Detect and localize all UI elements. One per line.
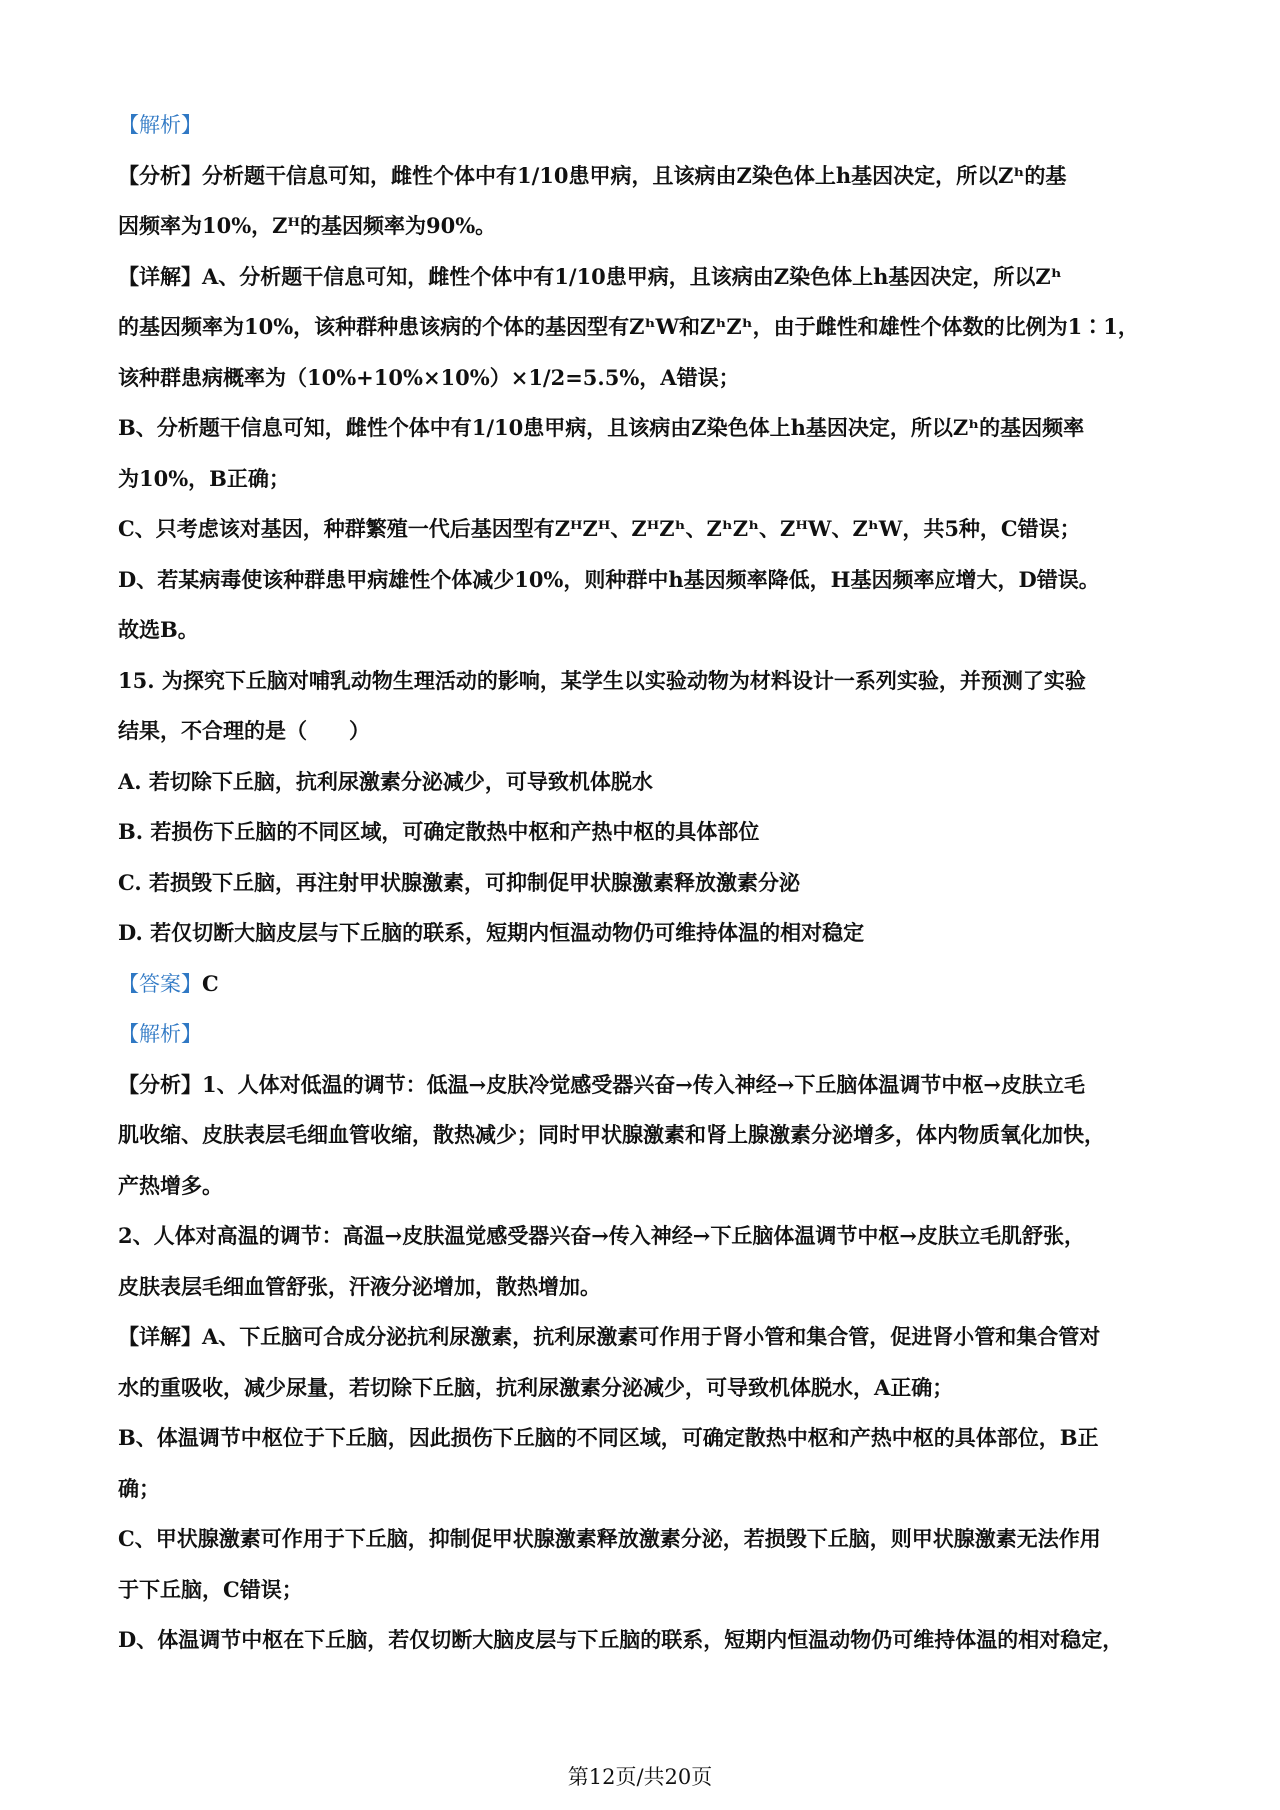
line-text: B、体温调节中枢位于下丘脑，因此损伤下丘脑的不同区域，可确定散热中枢和产热中枢的具体部位，B正 bbox=[118, 1425, 1099, 1450]
text-line bbox=[118, 504, 1178, 555]
line-text: 皮肤表层毛细血管舒张，汗液分泌增加，散热增加。 bbox=[118, 1273, 601, 1299]
text-line bbox=[118, 807, 1178, 858]
section-tag: 【解析】 bbox=[118, 1022, 202, 1046]
line-text: 为10%，B正确； bbox=[118, 465, 290, 491]
line-text: C. 若损毁下丘脑，再注射甲状腺激素，可抑制促甲状腺激素释放激素分泌 bbox=[118, 869, 800, 895]
section-tag: 【解析】 bbox=[118, 113, 202, 137]
line-text: 结果，不合理的是（ ） bbox=[118, 718, 370, 743]
text-line bbox=[118, 454, 1178, 505]
text-line bbox=[118, 1262, 1178, 1313]
text-line bbox=[118, 1413, 1178, 1464]
line-text: 【分析】1、人体对低温的调节：低温→皮肤冷觉感受器兴奋→传入神经→下丘脑体温调节中枢→皮肤立毛 bbox=[118, 1071, 1085, 1097]
text-line bbox=[118, 858, 1178, 909]
line-text: 2、人体对高温的调节：高温→皮肤温觉感受器兴奋→传入神经→下丘脑体温调节中枢→皮肤立毛肌舒张， bbox=[118, 1223, 1085, 1248]
document-body bbox=[118, 100, 1178, 1666]
text-line bbox=[118, 555, 1178, 606]
line-text: 该种群患病概率为（10%+10%×10%）×1/2=5.5%，A错误； bbox=[118, 364, 740, 390]
line-text: A. 若切除下丘脑，抗利尿激素分泌减少，可导致机体脱水 bbox=[118, 768, 653, 794]
line-text: D、若某病毒使该种群患甲病雄性个体减少10%，则种群中h基因频率降低，H基因频率应增大，D错误。 bbox=[118, 566, 1100, 592]
text-line bbox=[118, 656, 1178, 707]
text-line bbox=[118, 959, 1178, 1010]
text-line bbox=[118, 1565, 1178, 1616]
text-line bbox=[118, 1009, 1178, 1060]
line-text: C、只考虑该对基因，种群繁殖一代后基因型有ZᴴZᴴ、ZᴴZʰ、ZʰZʰ、ZᴴW、ZʰW，共5种，C错误； bbox=[118, 516, 1081, 541]
section-tag: 【答案】 bbox=[118, 971, 202, 996]
line-text: 确； bbox=[118, 1475, 160, 1501]
line-text: C、甲状腺激素可作用于下丘脑，抑制促甲状腺激素释放激素分泌，若损毁下丘脑，则甲状腺激素无法作用 bbox=[118, 1526, 1101, 1551]
line-text: 【分析】分析题干信息可知，雌性个体中有1/10患甲病，且该病由Z染色体上h基因决定，所以Zʰ的基 bbox=[118, 162, 1067, 188]
line-text: D. 若仅切断大脑皮层与下丘脑的联系，短期内恒温动物仍可维持体温的相对稳定 bbox=[118, 920, 865, 945]
line-text: 因频率为10%，Zᴴ的基因频率为90%。 bbox=[118, 213, 497, 238]
text-line bbox=[118, 1615, 1178, 1666]
text-line bbox=[118, 1464, 1178, 1515]
text-line bbox=[118, 1161, 1178, 1212]
line-text: B. 若损伤下丘脑的不同区域，可确定散热中枢和产热中枢的具体部位 bbox=[118, 819, 760, 844]
text-line bbox=[118, 302, 1178, 353]
text-line bbox=[118, 908, 1178, 959]
line-text: 故选B。 bbox=[118, 617, 199, 642]
text-line bbox=[118, 1110, 1178, 1161]
line-text: 15. 为探究下丘脑对哺乳动物生理活动的影响，某学生以实验动物为材料设计一系列实验，并预测了实验 bbox=[118, 667, 1086, 693]
text-line bbox=[118, 151, 1178, 202]
line-text: 【详解】A、分析题干信息可知，雌性个体中有1/10患甲病，且该病由Z染色体上h基因决定，所以Zʰ bbox=[118, 263, 1062, 289]
text-line bbox=[118, 706, 1178, 757]
text-line bbox=[118, 100, 1178, 151]
text-line bbox=[118, 1514, 1178, 1565]
text-line bbox=[118, 353, 1178, 404]
line-text: 【详解】A、下丘脑可合成分泌抗利尿激素，抗利尿激素可作用于肾小管和集合管，促进肾小管和集合管对 bbox=[118, 1324, 1101, 1349]
line-text: 产热增多。 bbox=[118, 1172, 223, 1198]
text-line bbox=[118, 1363, 1178, 1414]
line-text: 肌收缩、皮肤表层毛细血管收缩，散热减少；同时甲状腺激素和肾上腺激素分泌增多，体内物质氧化加快， bbox=[118, 1122, 1105, 1147]
line-text: 的基因频率为10%，该种群种患该病的个体的基因型有ZʰW和ZʰZʰ，由于雌性和雄性个体数的比例为1∶1， bbox=[118, 314, 1139, 339]
text-line bbox=[118, 1060, 1178, 1111]
line-text: 水的重吸收，减少尿量，若切除下丘脑，抗利尿激素分泌减少，可导致机体脱水，A正确； bbox=[118, 1374, 954, 1400]
text-line bbox=[118, 403, 1178, 454]
line-text: B、分析题干信息可知，雌性个体中有1/10患甲病，且该病由Z染色体上h基因决定，所以Zʰ的基因频率 bbox=[118, 415, 1085, 440]
text-line bbox=[118, 605, 1178, 656]
text-line bbox=[118, 252, 1178, 303]
text-line bbox=[118, 757, 1178, 808]
text-line bbox=[118, 201, 1178, 252]
line-text: C bbox=[202, 970, 219, 996]
text-line bbox=[118, 1312, 1178, 1363]
text-line bbox=[118, 1211, 1178, 1262]
page-footer: 第12页/共20页 bbox=[567, 1765, 713, 1789]
line-text: D、体温调节中枢在下丘脑，若仅切断大脑皮层与下丘脑的联系，短期内恒温动物仍可维持体温的相对稳定， bbox=[118, 1627, 1124, 1652]
line-text: 于下丘脑，C错误； bbox=[118, 1576, 303, 1602]
